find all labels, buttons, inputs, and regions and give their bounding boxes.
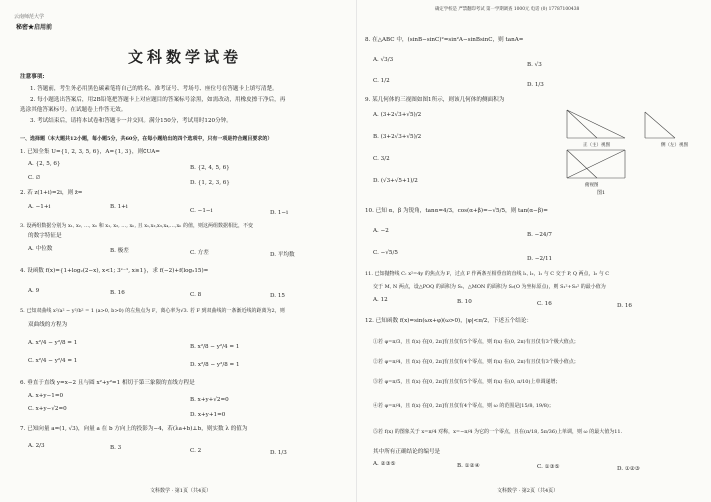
exam-page-2: [357, 0, 711, 502]
q4-option-b: B. 16: [110, 290, 125, 296]
q4-option-d: D. 15: [270, 293, 285, 299]
q2-option-d: D. 1−i: [270, 210, 288, 216]
q10-option-b: B. −24/7: [527, 232, 552, 238]
q7-option-b: B. 3: [110, 445, 122, 451]
q12-option-c: C. ①③⑤: [537, 464, 560, 470]
q5-option-c: C. x²/4 − y²/4 = 1: [28, 358, 78, 364]
question-4-stem: 4. 设函数 f(x)={1+log₂(2−x), x<1; 3ˣ⁻¹, x≥1}，求 f(−2)+f(log₂15)=: [20, 268, 209, 274]
q3-option-c: C. 方差: [190, 250, 209, 256]
page-footer: 文科数学 · 第1页（共4页）: [150, 488, 212, 494]
question-9-stem: 9. 某几何体的三视图如图1所示，则该几何体的侧面积为: [365, 97, 505, 103]
q11-option-a: A. 12: [373, 297, 388, 303]
school-stamp: 云南师范大学: [14, 14, 45, 20]
q8-option-c: C. 1/2: [373, 78, 390, 84]
q1-option-c: C. ∅: [28, 175, 41, 181]
front-view-label: 正（主）视图: [583, 143, 610, 148]
q12-option-d: D. ①②③: [617, 466, 640, 472]
side-view-drawing: [645, 112, 675, 138]
page-title: 文科数学试卷: [128, 48, 243, 66]
question-1-stem: 1. 已知全集 U={1, 2, 3, 5, 6}，A={1, 3}，则∁UA=: [20, 149, 160, 155]
q7-option-d: D. 1/3: [270, 450, 287, 456]
page-footer: 文科数学 · 第2页（共4页）: [497, 488, 559, 494]
top-view-label: 俯视图: [585, 183, 599, 188]
notice-line: 1. 答题前，考生务必用黑色碳素笔将自己的姓名、准考证号、考场号、座位号在答题卡上填写清楚。: [30, 86, 278, 92]
q6-option-b: B. x+y+√2=0: [190, 397, 229, 403]
question-10-stem: 10. 已知 α，β 为锐角，tanα=4/3，cos(α+β)=−√5/5，则 tan(α−β)=: [365, 208, 548, 214]
q12-statement-3: ③若 φ=π/5，且 f(x) 在[0, 2π]有且仅有5个零点，则 f(x) 在(0, π/10)上单调递增；: [373, 379, 561, 385]
q12-statement-1: ①若 φ=π/3，且 f(x) 在[0, 2π]有且仅有5个零点，则 f(x) 在(0, 2π)有且仅有3个极大值点；: [373, 339, 579, 345]
q8-option-a: A. √3/3: [373, 57, 394, 63]
q4-option-a: A. 9: [28, 288, 40, 294]
q8-option-b: B. √3: [527, 62, 542, 68]
q1-option-a: A. {2, 5, 6}: [28, 161, 61, 167]
question-3-stem: 3. 设两组数据分别为 x₁, x₂, …, xₙ 和 x₁, x₂, …, xₙ, 且 x₁,x₂,x₃,x₄,…,xₙ 的值，则这两组数据相比，不变: [20, 223, 254, 229]
notice-heading: 注意事项:: [20, 74, 45, 80]
notice-line: 3. 考试结束后，请将本试卷和答题卡一并交回。满分150分，考试用时120分钟。: [30, 118, 232, 124]
q12-option-a: A. ②③⑤: [373, 461, 396, 467]
q12-option-b: B. ①②④: [457, 463, 480, 469]
q6-option-d: D. x+y+1=0: [190, 412, 226, 418]
q12-tail: 其中所有正确结论的编号是: [373, 449, 441, 455]
q1-option-d: D. {1, 2, 3, 6}: [190, 180, 230, 186]
q7-option-a: A. 2/3: [28, 443, 45, 449]
q8-option-d: D. 1/3: [527, 82, 544, 88]
q3-option-b: B. 极差: [110, 248, 129, 254]
q3-option-a: A. 中位数: [28, 246, 53, 252]
question-12-stem: 12. 已知函数 f(x)=sin(ωx+φ)(ω>0)，|φ|<π/2，下述五个结论：: [365, 318, 533, 324]
q9-option-a: A. (3+2√3+√5)/2: [373, 112, 422, 118]
q2-option-c: C. −1−i: [190, 208, 213, 214]
q2-option-a: A. −1+i: [28, 204, 51, 210]
q12-statement-4: ④若 φ=π/4，且 f(x) 在[0, 2π]有且仅有4个零点，则 ω 的范围是[15/8, 19/8)；: [373, 403, 554, 409]
notice-line: 选涂其他答案标号。在试题卷上作答无效。: [20, 107, 127, 113]
q9-option-d: D. (√3+√5+1)/2: [373, 178, 418, 184]
question-11-stem: 11. 已知抛物线 C: x²=4y 的焦点为 F，过点 F 作两条互相垂直的直线 l₁, l₂，l₁ 与 C 交于 P, Q 两点，l₂ 与 C: [365, 271, 610, 277]
question-11-stem-cont: 交于 M, N 两点，设△POQ 的面积为 S₁，△MON 的面积为 S₂(O 为坐标原点)，则 S₁²+S₂² 的最小值为: [373, 284, 606, 290]
front-view-drawing: [567, 110, 625, 138]
notice-line: 2. 每小题选出答案后，用2B铅笔把答题卡上对应题目的答案标号涂黑，如需改动，用橡皮擦干净后，再: [30, 97, 286, 103]
top-view-drawing: [567, 150, 625, 178]
q3-option-d: D. 平均数: [270, 252, 295, 258]
q6-option-c: C. x+y−√2=0: [28, 406, 67, 412]
q2-option-b: B. 1+i: [110, 204, 128, 210]
q10-option-a: A. −2: [373, 228, 389, 234]
q9-option-c: C. 3/2: [373, 156, 390, 162]
question-3-stem-cont: 的数字特征是: [28, 233, 62, 239]
q11-option-d: D. 16: [617, 303, 632, 309]
figure-caption: 图1: [597, 190, 606, 196]
header-note: 确定学校是 严禁翻印考试 第一学期调查 1000元 电话 (0) 17787100438: [435, 7, 580, 12]
q10-option-d: D. −2/11: [527, 256, 553, 262]
question-5-stem-cont: 双曲线的方程为: [28, 322, 68, 328]
side-view-label: 侧（左）视图: [661, 143, 688, 148]
q4-option-c: C. 8: [190, 292, 202, 298]
question-2-stem: 2. 若 z(1+i)=2i，则 z̄=: [20, 190, 83, 196]
three-view-figure: [557, 100, 707, 190]
q11-option-c: C. 16: [537, 301, 552, 307]
q12-statement-5: ⑤若 f(x) 的图象关于 x=π/4 对称，x=−π/4 为它的一个零点，且在(π/18, 5π/36)上单调，则 ω 的最大值为11.: [373, 429, 623, 435]
q6-option-a: A. x+y−1=0: [28, 393, 64, 399]
section-heading: 一、选择题（本大题共12小题，每小题5分，共60分，在每小题给出的四个选项中，只有一项是符合题目要求的）: [20, 136, 273, 142]
q10-option-c: C. −√5/5: [373, 250, 398, 256]
question-8-stem: 8. 在△ABC 中，(sinB−sinC)²=sin²A−sinBsinC，则 tanA=: [365, 37, 524, 43]
q1-option-b: B. {2, 4, 5, 6}: [190, 165, 230, 171]
confidential-badge: 秘密★启用前: [16, 24, 53, 31]
q5-option-d: D. x²/8 − y²/8 = 1: [190, 362, 240, 368]
q12-statement-2: ②若 φ=π/4，且 f(x) 在[0, 2π]有且仅有4个零点，则 f(x) 在(0, 2π)有且仅有3个极小值点；: [373, 359, 579, 365]
q5-option-a: A. x²/4 − y²/8 = 1: [28, 340, 78, 346]
q9-option-b: B. (3+2√3+√5)/2: [373, 134, 422, 140]
question-7-stem: 7. 已知向量 a=(1, √3)，向量 a 在 b 方向上的投影为−4，若(λa+b)⊥b，则实数 λ 的值为: [20, 426, 248, 432]
question-6-stem: 6. 垂直于直线 y=x−2 且与圆 x²+y²=1 相切于第三象限的直线方程是: [20, 380, 195, 386]
q7-option-c: C. 2: [190, 448, 202, 454]
q5-option-b: B. x²/8 − y²/4 = 1: [190, 344, 240, 350]
question-5-stem: 5. 已知双曲线 x²/a² − y²/b² = 1 (a>0, b>0) 的左焦点为 F，离心率为√3. 若 F 到双曲线的一条渐近线的距离为2，则: [20, 308, 285, 314]
q11-option-b: B. 10: [457, 299, 472, 305]
